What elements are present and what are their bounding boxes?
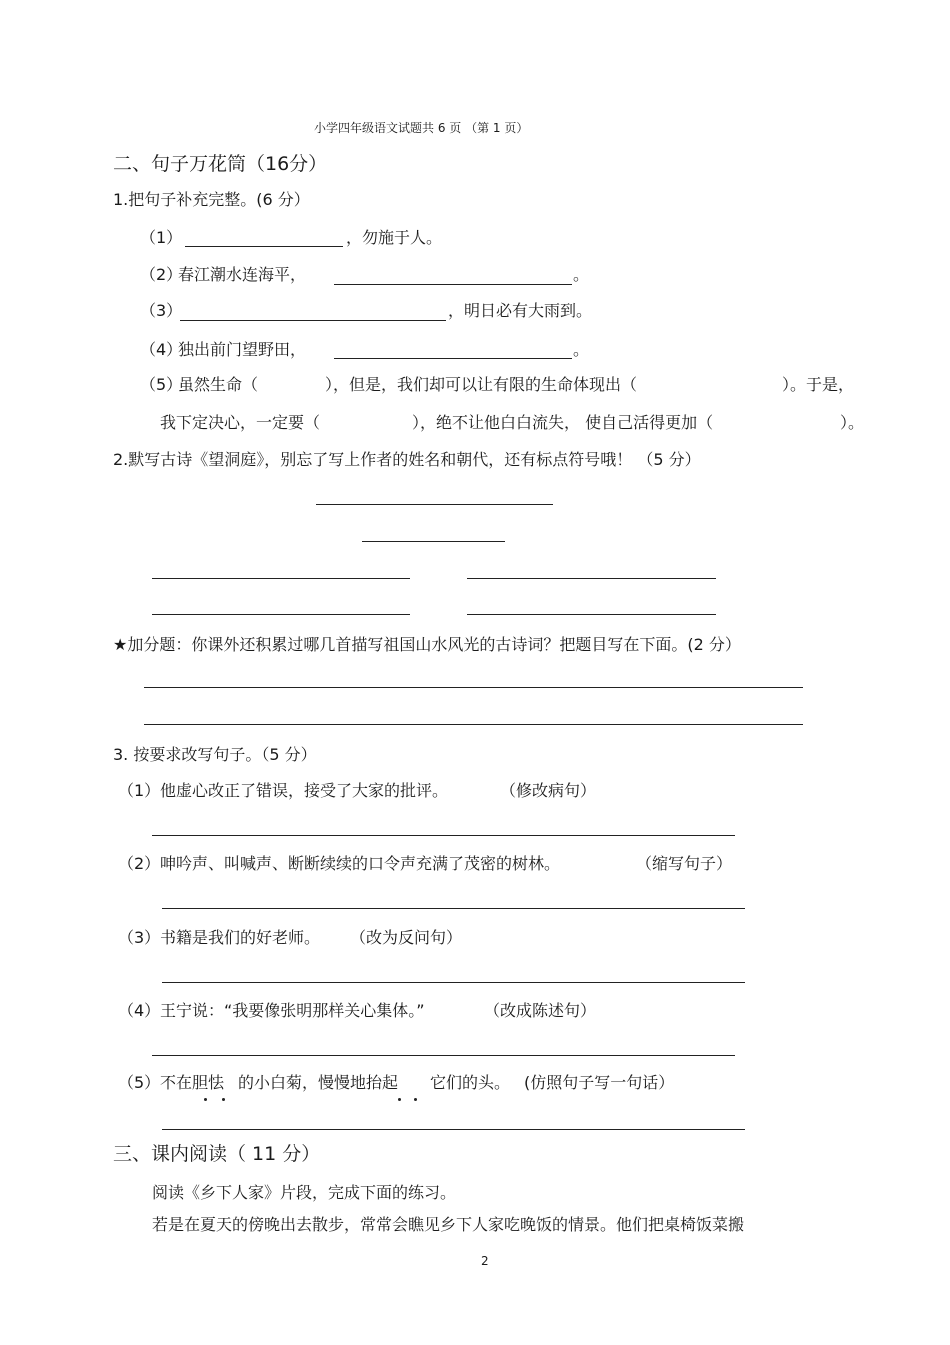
answer-blank[interactable]	[334, 284, 572, 285]
item-number: （1）	[140, 228, 183, 247]
item-text: ），但是，我们却可以让有限的生命体现出（	[325, 375, 638, 394]
answer-line[interactable]	[162, 982, 745, 983]
item-number: （5）	[118, 1073, 161, 1092]
answer-blank[interactable]	[334, 358, 572, 359]
answer-line[interactable]	[152, 1055, 735, 1056]
emphasis-dot	[222, 1098, 225, 1101]
question-title: 1.把句子补充完整。(6 分）	[113, 190, 310, 209]
emphasis-dot	[398, 1098, 401, 1101]
item-end: 。	[573, 340, 590, 359]
reading-passage: 若是在夏天的傍晚出去散步，常常会瞧见乡下人家吃晚饭的情景。他们把桌椅饭菜搬	[152, 1215, 745, 1234]
item-end: 。	[573, 265, 590, 284]
poem-line-blank[interactable]	[467, 578, 716, 579]
item-number: （2）	[118, 854, 161, 873]
emphasis-dot	[414, 1098, 417, 1101]
item-text: ）。	[840, 413, 865, 432]
page-number: 2	[481, 1254, 489, 1268]
item-text: ）。于是，	[782, 375, 855, 394]
item-text: 独出前门望野田，	[178, 340, 307, 359]
answer-line[interactable]	[152, 835, 735, 836]
item-text: 他虚心改正了错误，接受了大家的批评。	[160, 781, 449, 800]
section-title: 三、课内阅读（ 11 分）	[113, 1143, 321, 1165]
item-text: 我下定决心，一定要（	[160, 413, 321, 432]
item-text: 的小白菊，慢慢地抬起	[238, 1073, 399, 1092]
answer-line[interactable]	[162, 1129, 745, 1130]
item-text: 王宁说：“我要像张明那样关心集体。”	[160, 1001, 425, 1020]
item-text: 不在胆怯	[160, 1073, 225, 1092]
item-text: ，勿施于人。	[346, 228, 443, 247]
item-number: （4）	[140, 340, 183, 359]
section-title: 二、句子万花筒（16分）	[113, 153, 328, 175]
item-task: （修改病句）	[500, 781, 597, 800]
answer-line[interactable]	[162, 908, 745, 909]
question-title: 3. 按要求改写句子。（5 分）	[113, 745, 317, 764]
reading-intro: 阅读《乡下人家》片段，完成下面的练习。	[152, 1183, 457, 1202]
item-text: 书籍是我们的好老师。	[160, 928, 321, 947]
item-number: （1）	[118, 781, 161, 800]
answer-blank[interactable]	[185, 246, 343, 247]
item-number: （3）	[140, 301, 183, 320]
answer-blank[interactable]	[180, 320, 446, 321]
poem-line-blank[interactable]	[467, 614, 716, 615]
item-text: 虽然生命（	[178, 375, 259, 394]
item-text: ），绝不让他白白流失， 使自己活得更加（	[412, 413, 714, 432]
item-text: ，明日必有大雨到。	[448, 301, 593, 320]
poem-author-blank[interactable]	[362, 541, 505, 542]
item-number: （2）	[140, 265, 183, 284]
item-text: 它们的头。	[430, 1073, 511, 1092]
item-text: 春江潮水连海平，	[178, 265, 307, 284]
answer-line[interactable]	[144, 724, 803, 725]
item-task: （缩写句子）	[636, 854, 733, 873]
item-task: (仿照句子写一句话）	[524, 1073, 675, 1092]
emphasis-dot	[204, 1098, 207, 1101]
item-task: （改为反问句）	[350, 928, 463, 947]
poem-line-blank[interactable]	[152, 578, 410, 579]
item-number: （4）	[118, 1001, 161, 1020]
question-title: 2.默写古诗《望洞庭》，别忘了写上作者的姓名和朝代，还有标点符号哦！ （5 分）	[113, 450, 701, 469]
item-task: （改成陈述句）	[484, 1001, 597, 1020]
page-header: 小学四年级语文试题共 6 页 （第 1 页）	[314, 121, 529, 135]
poem-line-blank[interactable]	[152, 614, 410, 615]
item-number: （3）	[118, 928, 161, 947]
poem-title-blank[interactable]	[316, 504, 553, 505]
answer-line[interactable]	[144, 687, 803, 688]
bonus-question: ★加分题：你课外还积累过哪几首描写祖国山水风光的古诗词？把题目写在下面。(2 分）	[113, 635, 741, 654]
item-number: （5）	[140, 375, 183, 394]
item-text: 呻吟声、叫喊声、断断续续的口令声充满了茂密的树林。	[160, 854, 561, 873]
